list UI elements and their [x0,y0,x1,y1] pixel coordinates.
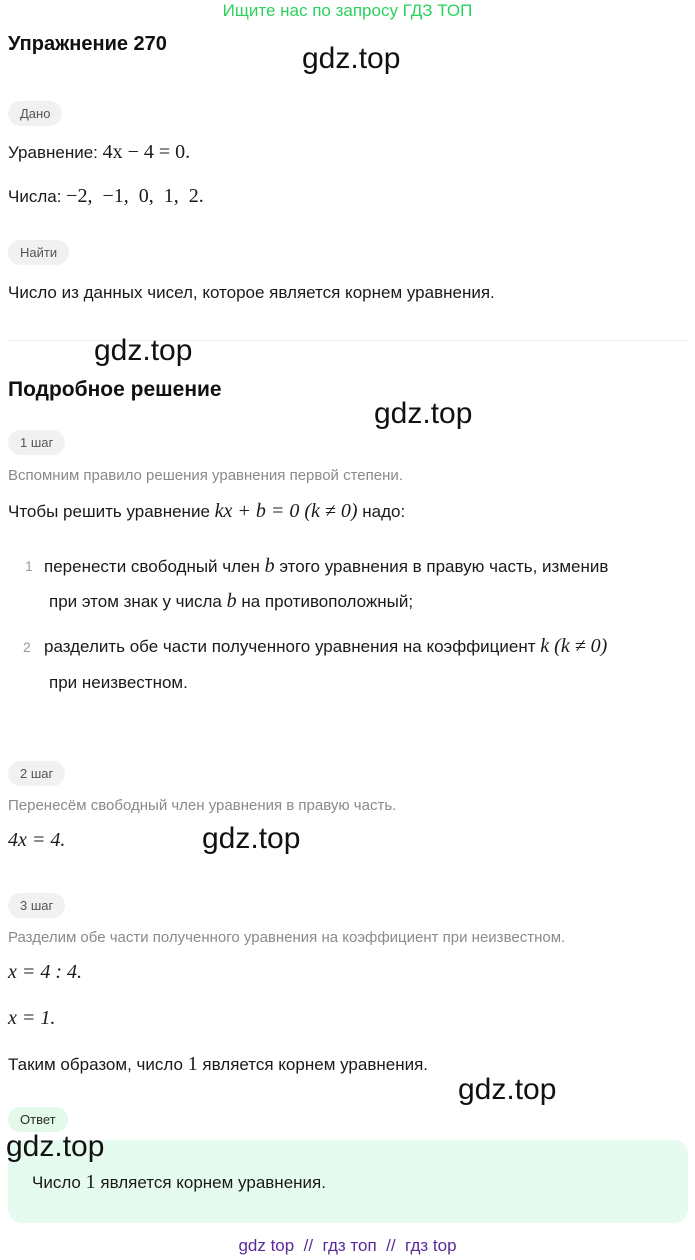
list-item-1-line1 [44,555,608,578]
footer-links[interactable]: gdz top // гдз топ // гдз top [238,1236,457,1255]
answer-text-a: Число [32,1173,81,1192]
step1-hint: Вспомним правило решения уравнения первой степени. [8,467,403,484]
list-item-text: перенести свободный член [44,557,260,576]
step1-intro [8,500,405,523]
step2-formula: 4x = 4. [8,829,66,851]
watermark: gdz.top [302,42,401,75]
watermark: gdz.top [202,822,301,855]
answer-badge: Ответ [8,1107,68,1132]
step1-intro-suffix: надо: [362,502,406,521]
list-item-text: при этом знак у числа [49,592,222,611]
list-item-text: на противоположный; [241,592,414,611]
watermark: gdz.top [374,397,473,430]
step3-hint: Разделим обе части полученного уравнения на коэффициент при неизвестном. [8,929,566,946]
step1-intro-prefix: Чтобы решить уравнение [8,502,210,521]
step3-formula-2: x = 1. [8,1007,56,1029]
answer-text [32,1171,326,1194]
given-badge: Дано [8,101,62,126]
conclusion-text: Таким образом, число [8,1055,183,1074]
step1-badge: 1 шаг [8,430,65,455]
conclusion [8,1053,428,1076]
given-numbers-list: −2, −1, 0, 1, 2. [66,185,204,207]
find-text: Число из данных чисел, которое является корнем уравнения. [8,283,495,302]
answer-text-b: является корнем уравнения. [100,1173,326,1192]
step3-badge: 3 шаг [8,893,65,918]
list-item-number: 2 [23,639,31,655]
list-item-2-line2: при неизвестном. [49,673,188,692]
list-item-var: b [226,590,237,612]
conclusion-number: 1 [187,1053,198,1075]
list-item-text: разделить обе части полученного уравнения на коэффициент [44,637,536,656]
given-numbers-prefix: Числа: [8,187,62,206]
list-item-var: k (k ≠ 0) [540,635,608,657]
list-item-number: 1 [25,558,33,574]
step2-badge: 2 шаг [8,761,65,786]
given-equation-prefix: Уравнение: [8,143,98,162]
list-item-1-line2 [49,590,413,613]
top-banner[interactable]: Ищите нас по запросу ГДЗ ТОП [222,1,473,20]
find-badge: Найти [8,240,69,265]
given-equation-formula: 4x − 4 = 0. [102,141,191,163]
page-title: Упражнение 270 [8,33,167,55]
watermark: gdz.top [6,1130,105,1163]
given-equation [8,141,190,164]
list-item-text: этого уравнения в правую часть, изменив [279,557,609,576]
watermark: gdz.top [94,334,193,367]
step3-formula-1: x = 4 : 4. [8,961,83,983]
list-item-2-line1 [44,635,607,658]
list-item-var: b [264,555,275,577]
answer-number: 1 [85,1171,96,1193]
step2-hint: Перенесём свободный член уравнения в правую часть. [8,797,397,814]
conclusion-text: является корнем уравнения. [202,1055,429,1074]
solution-heading: Подробное решение [8,378,222,401]
watermark: gdz.top [458,1073,557,1106]
step1-intro-formula: kx + b = 0 (k ≠ 0) [214,500,358,522]
given-numbers [8,185,204,208]
